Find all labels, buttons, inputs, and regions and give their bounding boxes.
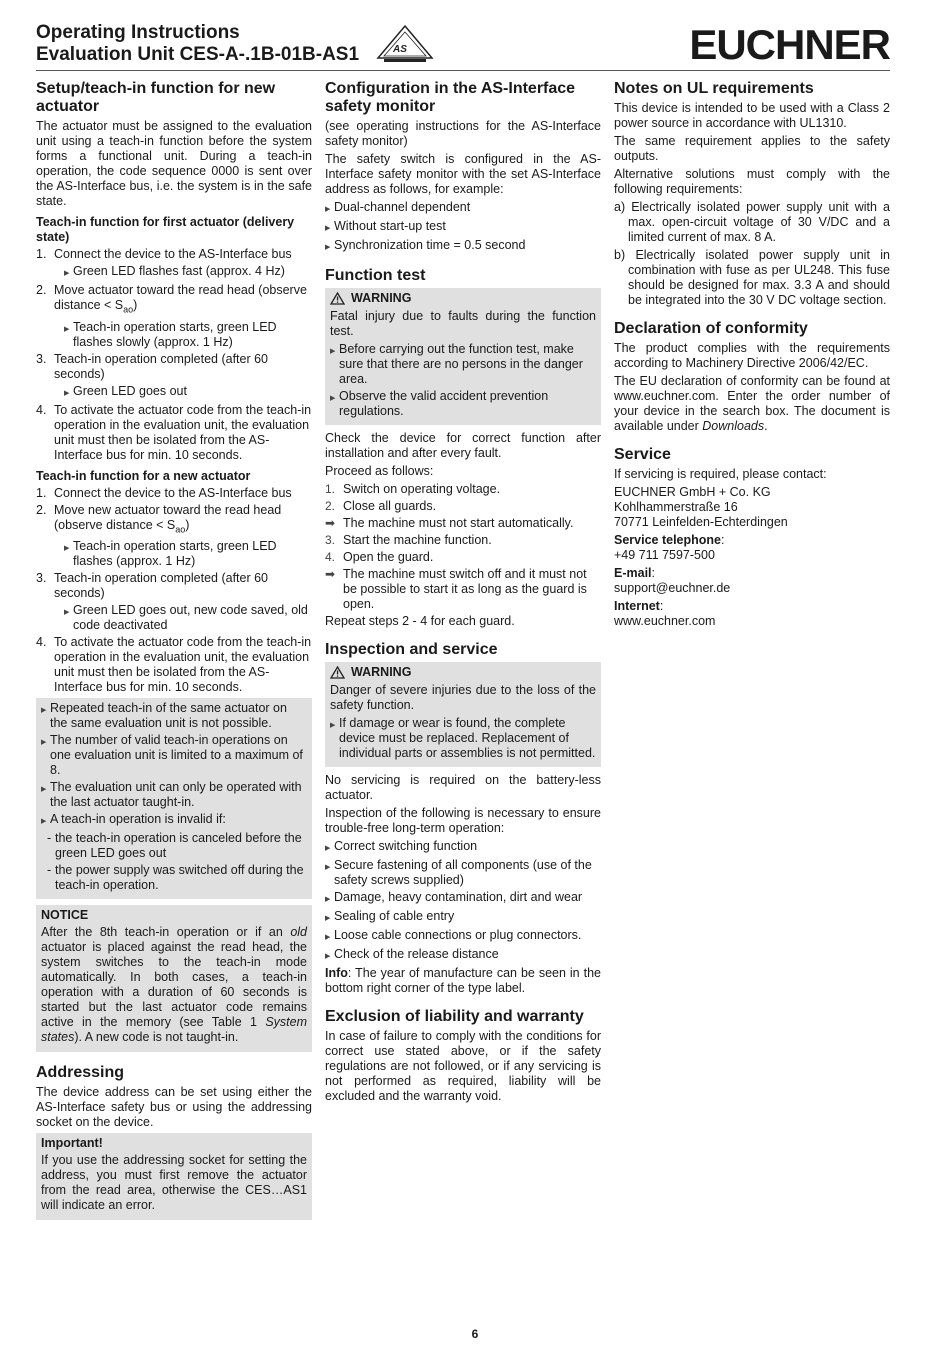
svg-text:AS: AS — [393, 44, 407, 55]
step-sub-item: ▶ Green LED goes out — [64, 383, 187, 398]
city: 70771 Leinfelden-Echterdingen — [614, 515, 788, 529]
note-bullet: ▶ Repeated teach-in of the same actuator on the same evaluation unit is not possible. — [41, 701, 287, 730]
function-test-steps — [325, 482, 601, 612]
inspection-bullet: ▶ Sealing of cable entry — [325, 909, 455, 923]
new-actuator-steps — [36, 486, 312, 696]
warning-triangle-icon — [330, 292, 345, 305]
conformity-text-2: The EU declaration of conformity can be found at www.euchner.com. Enter the order number of your device in the search box. The document is available under Downloads. — [614, 374, 890, 433]
config-text: The safety switch is configured in the AS-Interface safety monitor with the set AS-Interface address as follows, for example: — [325, 152, 601, 196]
ul-requirement-a: a) Electrically isolated power supply unit with a max. open-circuit voltage of 30 V/DC and a limited current of max. 8 A. — [614, 200, 890, 244]
important-heading: Important! — [41, 1136, 103, 1150]
inspection-heading: Inspection and service — [325, 641, 498, 658]
step-item: 1. Connect the device to the AS-Interface bus — [36, 247, 292, 261]
note-bullet: ▶ The evaluation unit can only be operated with the last actuator taught-in. — [41, 780, 302, 809]
warning-heading: WARNING — [330, 665, 596, 680]
warning-triangle-icon — [330, 666, 345, 679]
step-sub-item: ▶ Teach-in operation starts, green LED flashes (approx. 1 Hz) — [64, 539, 277, 568]
step-item: 2. Move actuator toward the read head (observe distance < $S_{ao}$) — [36, 283, 307, 315]
document-title — [36, 22, 359, 66]
page-number: 6 — [471, 1327, 479, 1341]
first-actuator-heading: Teach-in function for first actuator (delivery state) — [36, 215, 295, 244]
function-test-heading: Function test — [325, 267, 426, 284]
config-list — [325, 200, 601, 255]
function-test-proceed: Proceed as follows: — [325, 464, 434, 478]
warning-bullet: ▶ Before carrying out the function test, make sure that there are no persons in the danger area. — [330, 342, 583, 386]
warning-bullet: ▶ If damage or wear is found, the complete device must be replaced. Replacement of individual parts or assemblies is not permitted. — [330, 716, 596, 760]
test-step: 4. Open the guard. — [325, 550, 434, 564]
test-result: ➡ The machine must switch off and it must not be possible to start it as long as the guard is open. — [325, 567, 587, 611]
important-text: If you use the addressing socket for setting the address, you must first remove the actuator from the read area, otherwise the CES…AS1 will indicate an error. — [41, 1153, 307, 1212]
warning-heading: WARNING — [330, 291, 596, 306]
config-bullet: ▶ Synchronization time = 0.5 second — [325, 238, 526, 252]
step-item: 3. Teach-in operation completed (after 60 seconds) — [36, 571, 269, 600]
test-step: 3. Start the machine function. — [325, 533, 492, 547]
teach-in-notes-box — [36, 698, 312, 899]
service-heading: Service — [614, 446, 671, 463]
ul-text-3: Alternative solutions must comply with the following requirements: — [614, 167, 890, 196]
warning-text: Danger of severe injuries due to the loss of the safety function. — [330, 683, 596, 712]
note-bullet: ▶ A teach-in operation is invalid if: — [41, 812, 226, 826]
notice-box — [36, 905, 312, 1052]
euchner-brand-logo: EUCHNER — [689, 21, 890, 68]
company-name: EUCHNER GmbH + Co. KG — [614, 485, 771, 499]
inspection-text-1: No servicing is required on the battery-less actuator. — [325, 773, 601, 802]
ul-text-2: The same requirement applies to the safety outputs. — [614, 134, 890, 163]
step-sub-item: ▶ Teach-in operation starts, green LED flashes slowly (approx. 1 Hz) — [64, 319, 277, 349]
ul-text-1: This device is intended to be used with a Class 2 power source in accordance with UL1310. — [614, 101, 890, 130]
step-sub-item: ▶ Green LED goes out, new code saved, old code deactivated — [64, 603, 308, 632]
title-line-1: Operating Instructions — [36, 22, 240, 43]
test-step: 1. Switch on operating voltage. — [325, 482, 501, 496]
service-telephone-label: Service telephone: — [614, 533, 725, 547]
step-item: 4. To activate the actuator code from the teach-in operation in the evaluation unit, the evaluation unit must then be isolated from the AS-Interface bus for min. 10 seconds. — [36, 402, 312, 462]
liability-heading: Exclusion of liability and warranty — [325, 1008, 584, 1025]
column-left — [36, 80, 312, 1226]
inspection-warning-box — [325, 662, 601, 767]
note-dash-item: - the power supply was switched off during the teach-in operation. — [47, 863, 304, 892]
inspection-bullet: ▶ Secure fastening of all components (use of the safety screws supplied) — [325, 858, 592, 887]
column-right — [614, 80, 890, 629]
note-dash-item: - the teach-in operation is canceled before the green LED goes out — [47, 831, 302, 860]
step-sub-item: ▶ Green LED flashes fast (approx. 4 Hz) — [64, 264, 285, 278]
inspection-bullet: ▶ Correct switching function — [325, 839, 478, 853]
function-test-repeat: Repeat steps 2 - 4 for each guard. — [325, 614, 515, 628]
test-step: 2. Close all guards. — [325, 499, 437, 513]
step-item: 2. Move new actuator toward the read head (observe distance < $S_{ao}$) — [36, 502, 282, 534]
title-line-2: Evaluation Unit CES-A-.1B-01B-AS1 — [36, 44, 360, 65]
new-actuator-heading: Teach-in function for a new actuator — [36, 468, 251, 483]
config-bullet: ▶ Without start-up test — [325, 219, 446, 233]
inspection-bullet: ▶ Check of the release distance — [325, 947, 499, 961]
notice-text: After the 8th teach-in operation or if an old actuator is placed against the read head, the system switches to the teach-in mode automatically. In both cases, a teach-in operation with a duration of 60 seconds is started but the last actuator code remains active in the memory (see Table 1 System states). A new code is not taught-in. — [41, 925, 307, 1044]
function-test-warning-box — [325, 288, 601, 425]
column-middle — [325, 80, 601, 1107]
conformity-text-1: The product complies with the requirements according to Machinery Directive 2006/42/EC. — [614, 341, 890, 370]
header-divider — [36, 70, 890, 71]
conformity-heading: Declaration of conformity — [614, 320, 808, 337]
inspection-list — [325, 839, 601, 964]
info-text: Info: The year of manufacture can be seen in the bottom right corner of the type label. — [325, 966, 601, 995]
website-link[interactable]: www.euchner.com — [614, 614, 716, 628]
first-actuator-steps — [36, 247, 312, 463]
step-item: 1. Connect the device to the AS-Interface bus — [36, 485, 292, 500]
service-intro: If servicing is required, please contact: — [614, 467, 827, 481]
important-box — [36, 1133, 312, 1220]
test-result: ➡ The machine must not start automatically. — [325, 516, 574, 530]
ul-requirement-b: b) Electrically isolated power supply unit in combination with fuse as per UL248. This fuse should be designed for max. 3.3 A and should be integrated into the 30 V DC voltage section. — [614, 248, 890, 307]
setup-heading: Setup/teach-in function for new actuator — [36, 80, 276, 115]
as-interface-logo-icon — [376, 24, 434, 64]
step-item: 4. To activate the actuator code from the teach-in operation in the evaluation unit, the evaluation unit must then be isolated from the AS-Interface bus for min. 10 seconds. — [36, 635, 312, 694]
street: Kohlhammerstraße 16 — [614, 500, 738, 514]
email-link[interactable]: support@euchner.de — [614, 581, 731, 595]
service-address — [614, 485, 890, 530]
notice-heading: NOTICE — [41, 908, 89, 922]
step-item: 3. Teach-in operation completed (after 60 seconds) — [36, 351, 269, 381]
addressing-heading: Addressing — [36, 1064, 125, 1081]
service-telephone: +49 711 7597-500 — [614, 548, 715, 562]
note-bullet: ▶ The number of valid teach-in operations on one evaluation unit is limited to a maximum of 8. — [41, 733, 303, 777]
config-heading: Configuration in the AS-Interface safety monitor — [325, 80, 576, 115]
inspection-bullet: ▶ Damage, heavy contamination, dirt and wear — [325, 890, 583, 904]
inspection-bullet: ▶ Loose cable connections or plug connectors. — [325, 928, 582, 942]
function-test-text: Check the device for correct function after installation and after every fault. — [325, 431, 601, 460]
config-note: (see operating instructions for the AS-Interface safety monitor) — [325, 119, 601, 148]
ul-heading: Notes on UL requirements — [614, 80, 814, 97]
warning-text: Fatal injury due to faults during the function test. — [330, 309, 596, 338]
internet-label: Internet: — [614, 599, 664, 613]
config-bullet: ▶ Dual-channel dependent — [325, 200, 471, 214]
liability-text: In case of failure to comply with the conditions for correct use stated above, or if the safety regulations are not followed, or if any servicing is not performed as required, liability will be excluded and the warranty void. — [325, 1029, 601, 1103]
setup-intro: The actuator must be assigned to the evaluation unit using a teach-in function before the system forms a functional unit. During a teach-in operation, the code sequence 0000 is sent over the AS-Interface bus, i.e. the system is in the safe state. — [36, 119, 312, 208]
inspection-text-2: Inspection of the following is necessary to ensure trouble-free long-term operation: — [325, 806, 601, 835]
warning-bullet: ▶ Observe the valid accident prevention regulations. — [330, 389, 549, 418]
email-label: E-mail: — [614, 566, 655, 580]
addressing-text: The device address can be set using either the AS-Interface safety bus or using the addressing socket on the device. — [36, 1085, 312, 1129]
